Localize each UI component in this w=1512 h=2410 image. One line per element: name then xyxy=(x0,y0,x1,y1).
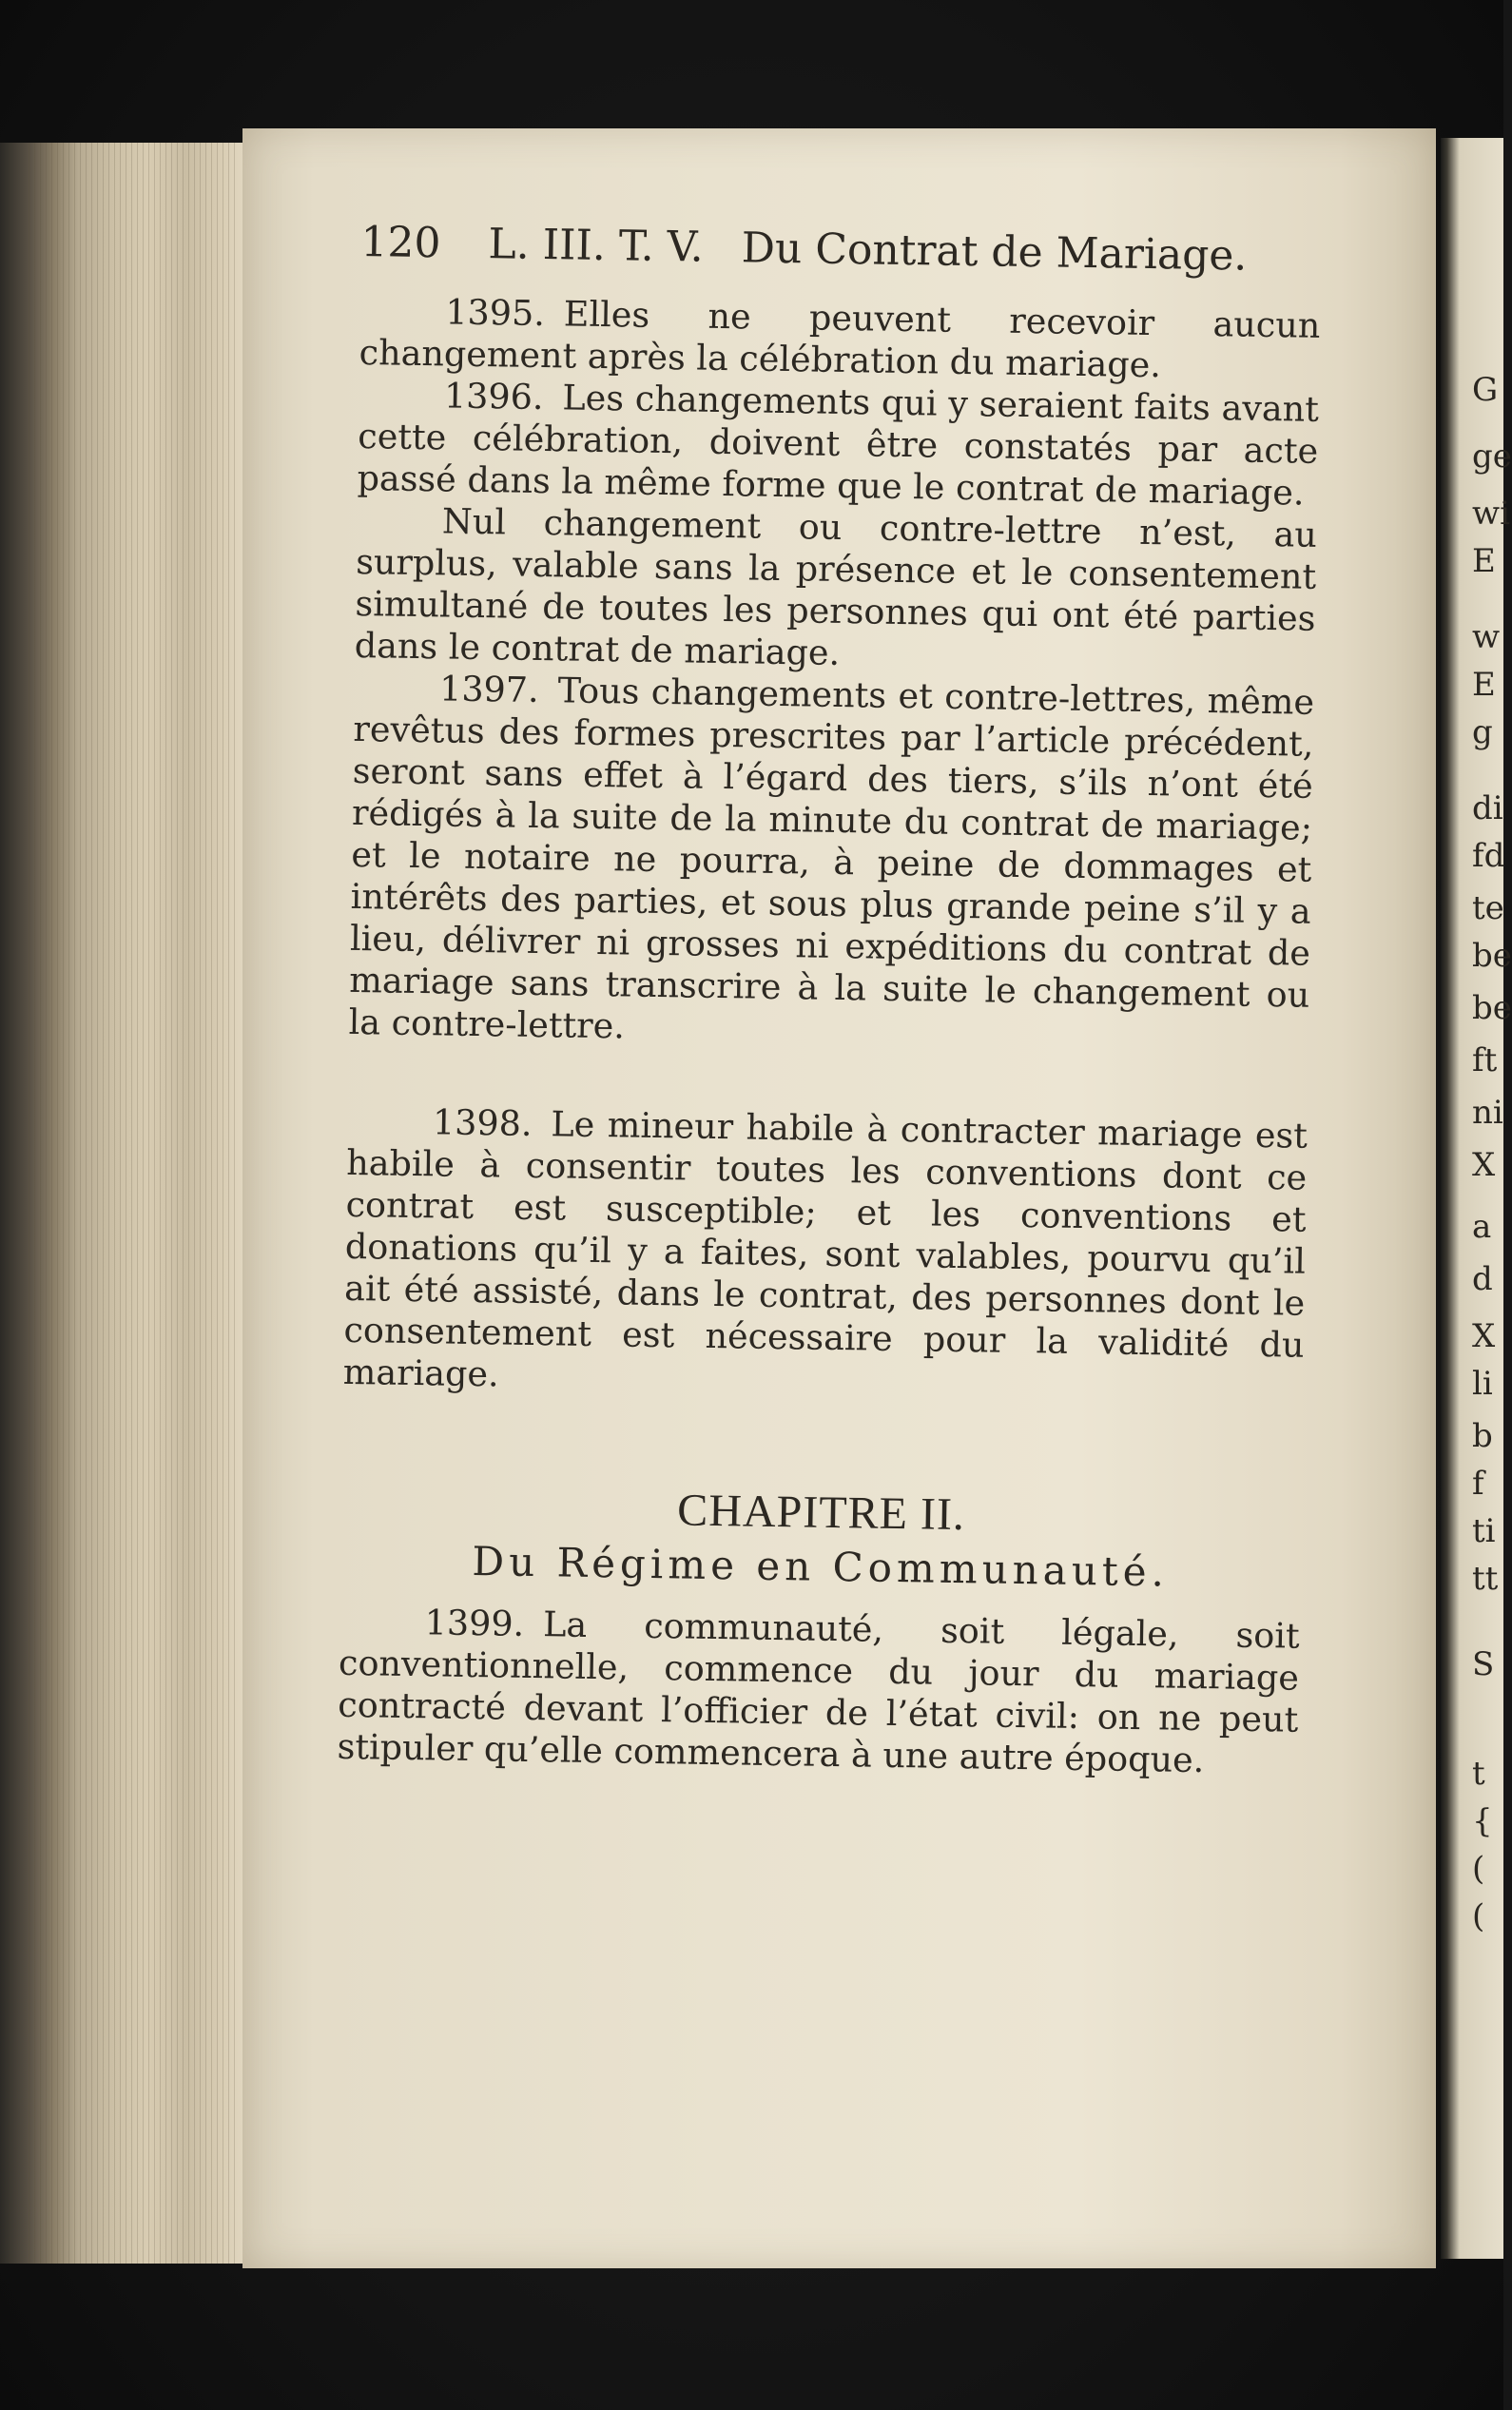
article-number: 1398. xyxy=(432,1101,533,1144)
article-number: 1395. xyxy=(445,291,546,335)
article-text: Les changements qui y seraient faits avant cette célébration, doivent être constatés par acte passé dans la même forme que le contrat de mariage. xyxy=(357,377,1320,514)
facing-letter: d xyxy=(1472,1260,1493,1298)
facing-letter: g xyxy=(1472,713,1493,751)
facing-letter: E xyxy=(1472,542,1496,580)
facing-letter: X xyxy=(1472,1317,1496,1355)
article-text: La communauté, soit légale, soit conventionnelle, commence du jour du mariage contracté devant l’officier de l’état civil: on ne peut stipuler qu’elle commencera à une autre époque. xyxy=(337,1603,1300,1781)
article-paragraph xyxy=(357,374,1319,515)
facing-letter: X xyxy=(1472,1146,1496,1184)
chapter-subtitle: Du Régime en Communauté. xyxy=(472,1538,1170,1596)
facing-letter: ( xyxy=(1472,1897,1485,1935)
article-text: Nul changement ou contre-lettre n’est, au surplus, valable sans la présence et le consentement simultané de toutes les personnes qui ont été parties dans le contrat de mariage. xyxy=(354,500,1318,673)
page-number: 120 xyxy=(360,217,441,268)
article-paragraph xyxy=(355,499,1318,682)
article-paragraph xyxy=(359,290,1320,389)
article-number: 1399. xyxy=(424,1602,525,1644)
facing-letter: S xyxy=(1472,1645,1495,1683)
book-reference: L. III. T. V. xyxy=(488,220,705,272)
facing-letter: li xyxy=(1472,1365,1493,1403)
facing-letter: be xyxy=(1472,937,1512,975)
article-paragraph xyxy=(348,667,1314,1059)
facing-letter: ge xyxy=(1472,437,1512,476)
facing-letter: wi xyxy=(1472,495,1510,533)
facing-letter: be xyxy=(1472,989,1512,1027)
article-paragraph xyxy=(337,1601,1300,1783)
facing-letter: di xyxy=(1472,789,1503,827)
page-edge-lines xyxy=(29,143,238,2264)
facing-letter: E xyxy=(1472,666,1496,704)
article-text: Tous changements et contre-lettres, même revêtus des formes prescrites par l’article précédent, seront sans effet à l’égard des tiers, s’ils n’ont été rédigés à la suite de la minute du contrat de mariage; et le notaire ne pourra, à peine de dommages et intérêts des parties, et sous plus grande peine s’il y a lieu, délivrer ni grosses ni expéditions du contrat de mariage sans transcrire à la suite le changement ou la contre-lettre. xyxy=(348,670,1315,1047)
facing-letter: b xyxy=(1472,1417,1493,1455)
facing-letter: G xyxy=(1472,371,1499,409)
facing-letter: t xyxy=(1472,1755,1485,1793)
facing-letter: fd xyxy=(1472,837,1505,875)
page-text-block xyxy=(337,214,1322,1783)
facing-letter: f xyxy=(1472,1465,1484,1503)
article-number: 1396. xyxy=(443,375,544,418)
facing-letter: { xyxy=(1472,1802,1493,1840)
article-text: Elles ne peuvent recevoir aucun changement après la célébration du mariage. xyxy=(359,293,1321,386)
facing-letter: te xyxy=(1472,889,1504,927)
article-number: 1397. xyxy=(438,668,539,710)
facing-letter: tt xyxy=(1472,1560,1499,1598)
article-text: Le mineur habile à contracter mariage est habile à consentir toutes les conventions dont ce contrat est susceptible; et les conventions et donations qu’il y a faites, sont valables, pourvu qu’il ait été assisté, dans le contrat, des personnes dont le consentement est nécessaire pour la validité du mariage. xyxy=(342,1103,1308,1395)
article-paragraph xyxy=(343,1100,1308,1409)
header-title: Du Contrat de Mariage. xyxy=(741,224,1248,281)
facing-letter: ( xyxy=(1472,1850,1485,1888)
facing-letter: ft xyxy=(1472,1041,1498,1079)
facing-letter: ti xyxy=(1472,1512,1496,1550)
facing-letter: a xyxy=(1472,1208,1492,1246)
chapter-heading: CHAPITRE II. xyxy=(676,1485,966,1541)
facing-letter: ni xyxy=(1472,1094,1503,1132)
facing-letter: w xyxy=(1472,618,1501,656)
